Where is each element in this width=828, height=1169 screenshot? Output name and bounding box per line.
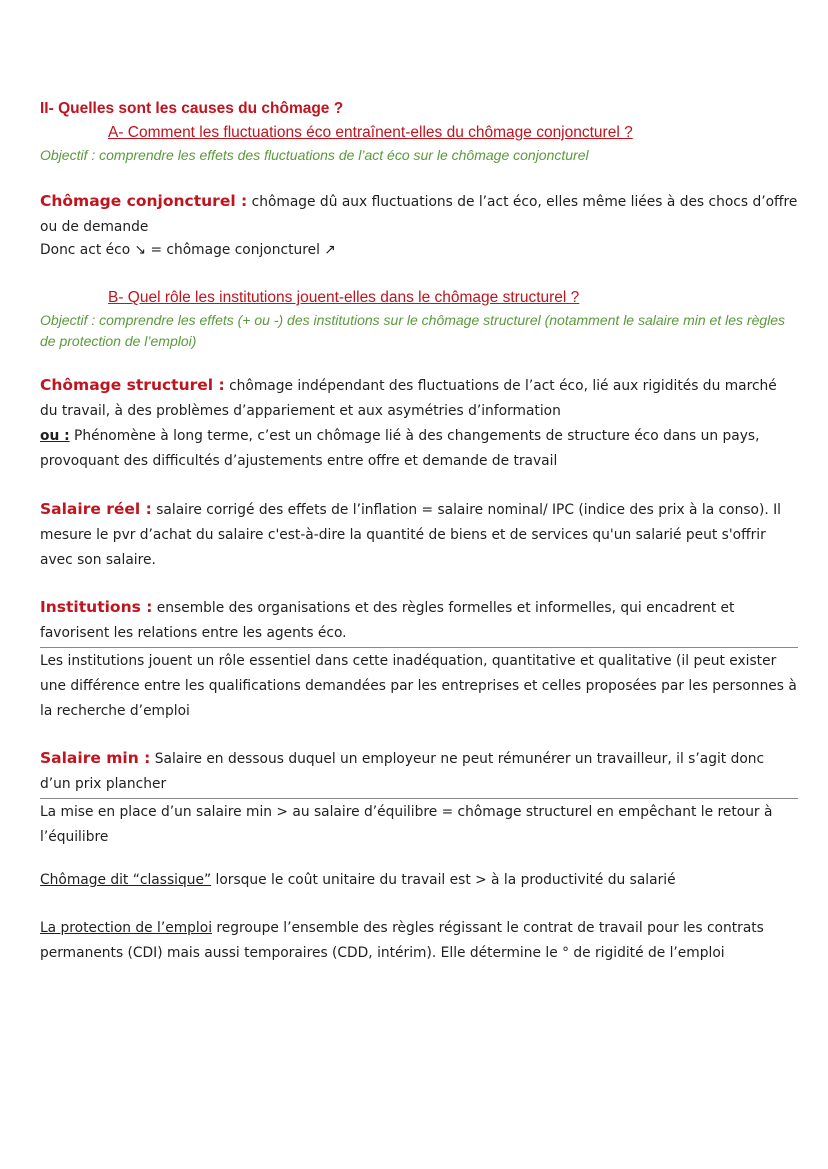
term-institutions: Institutions : [40,598,153,616]
definition-salaire-reel [40,497,798,573]
objective-b: Objectif : comprendre les effets (+ ou -) des institutions sur le chômage structurel (notamment le salaire min et les règles de protection de l’emploi) [40,312,786,349]
section-title: II- Quelles sont les causes du chômage ? [40,100,344,117]
definition-text: regroupe l’ensemble des règles régissant le contrat de travail pour les contrats permanents (CDI) mais aussi temporaires (CDD, intérim). Elle détermine le ° de rigidité de l’emploi [40,920,764,961]
definition-text: ensemble des organisations et des règles formelles et informelles, qui encadrent et favorisent les relations entre les agents éco. [40,600,735,641]
definition-text: Salaire en dessous duquel un employeur ne peut rémunérer un travailleur, il s’agit donc d’un prix plancher [40,751,765,792]
definition-chomage-conjoncturel [40,189,798,240]
term-chomage-structurel: Chômage structurel : [40,376,225,394]
term-salaire-min: Salaire min : [40,749,151,767]
protection-emploi-paragraph [40,916,798,966]
subsection-a-title: A- Comment les fluctuations éco entraînent-elles du chômage conjoncturel ? [108,124,633,141]
definition-text: chômage dû aux fluctuations de l’act éco, elles même liées à des chocs d’offre ou de demande [40,194,798,235]
ou-label: ou : [40,428,70,444]
term-chomage-classique: Chômage dit “classique” [40,872,212,888]
definition-text: lorsque le coût unitaire du travail est > à la productivité du salarié [211,872,676,888]
institutions-role-paragraph: Les institutions jouent un rôle essentiel dans cette inadéquation, quantitative et qualitative (il peut exister une différence entre les qualifications demandées par les entreprises et celles proposées par les personnes à la recherche d’emploi [40,653,797,719]
definition-text: salaire corrigé des effets de l’inflation = salaire nominal/ IPC (indice des prix à la conso). Il mesure le pvr d’achat du salaire c'est-à-dire la quantité de biens et de services qu'un salarié peut s'offrir avec son salaire. [40,502,782,568]
term-protection-emploi: La protection de l’emploi [40,920,213,936]
term-salaire-reel: Salaire réel : [40,500,152,518]
salaire-min-effect-paragraph: La mise en place d’un salaire min > au salaire d’équilibre = chômage structurel en empêchant le retour à l’équilibre [40,804,773,845]
term-chomage-conjoncturel: Chômage conjoncturel : [40,192,248,210]
definition-text: chômage indépendant des fluctuations de l’act éco, lié aux rigidités du marché du travail, à des problèmes d’appariement et aux asymétries d’information [40,378,777,419]
definition-chomage-structurel [40,373,798,474]
definition-institutions [40,595,798,646]
objective-a: Objectif : comprendre les effets des fluctuations de l’act éco sur le chômage conjoncturel [40,147,589,163]
ou-text: Phénomène à long terme, c’est un chômage lié à des changements de structure éco dans un pays, provoquant des difficultés d’ajustements entre offre et demande de travail [40,428,760,469]
subsection-b-title: B- Quel rôle les institutions jouent-elles dans le chômage structurel ? [108,289,580,306]
divider [40,647,798,648]
divider [40,798,798,799]
definition-salaire-min [40,746,798,797]
consequence-line: Donc act éco ↘ = chômage conjoncturel ↗ [40,242,336,258]
chomage-classique-paragraph [40,868,798,893]
